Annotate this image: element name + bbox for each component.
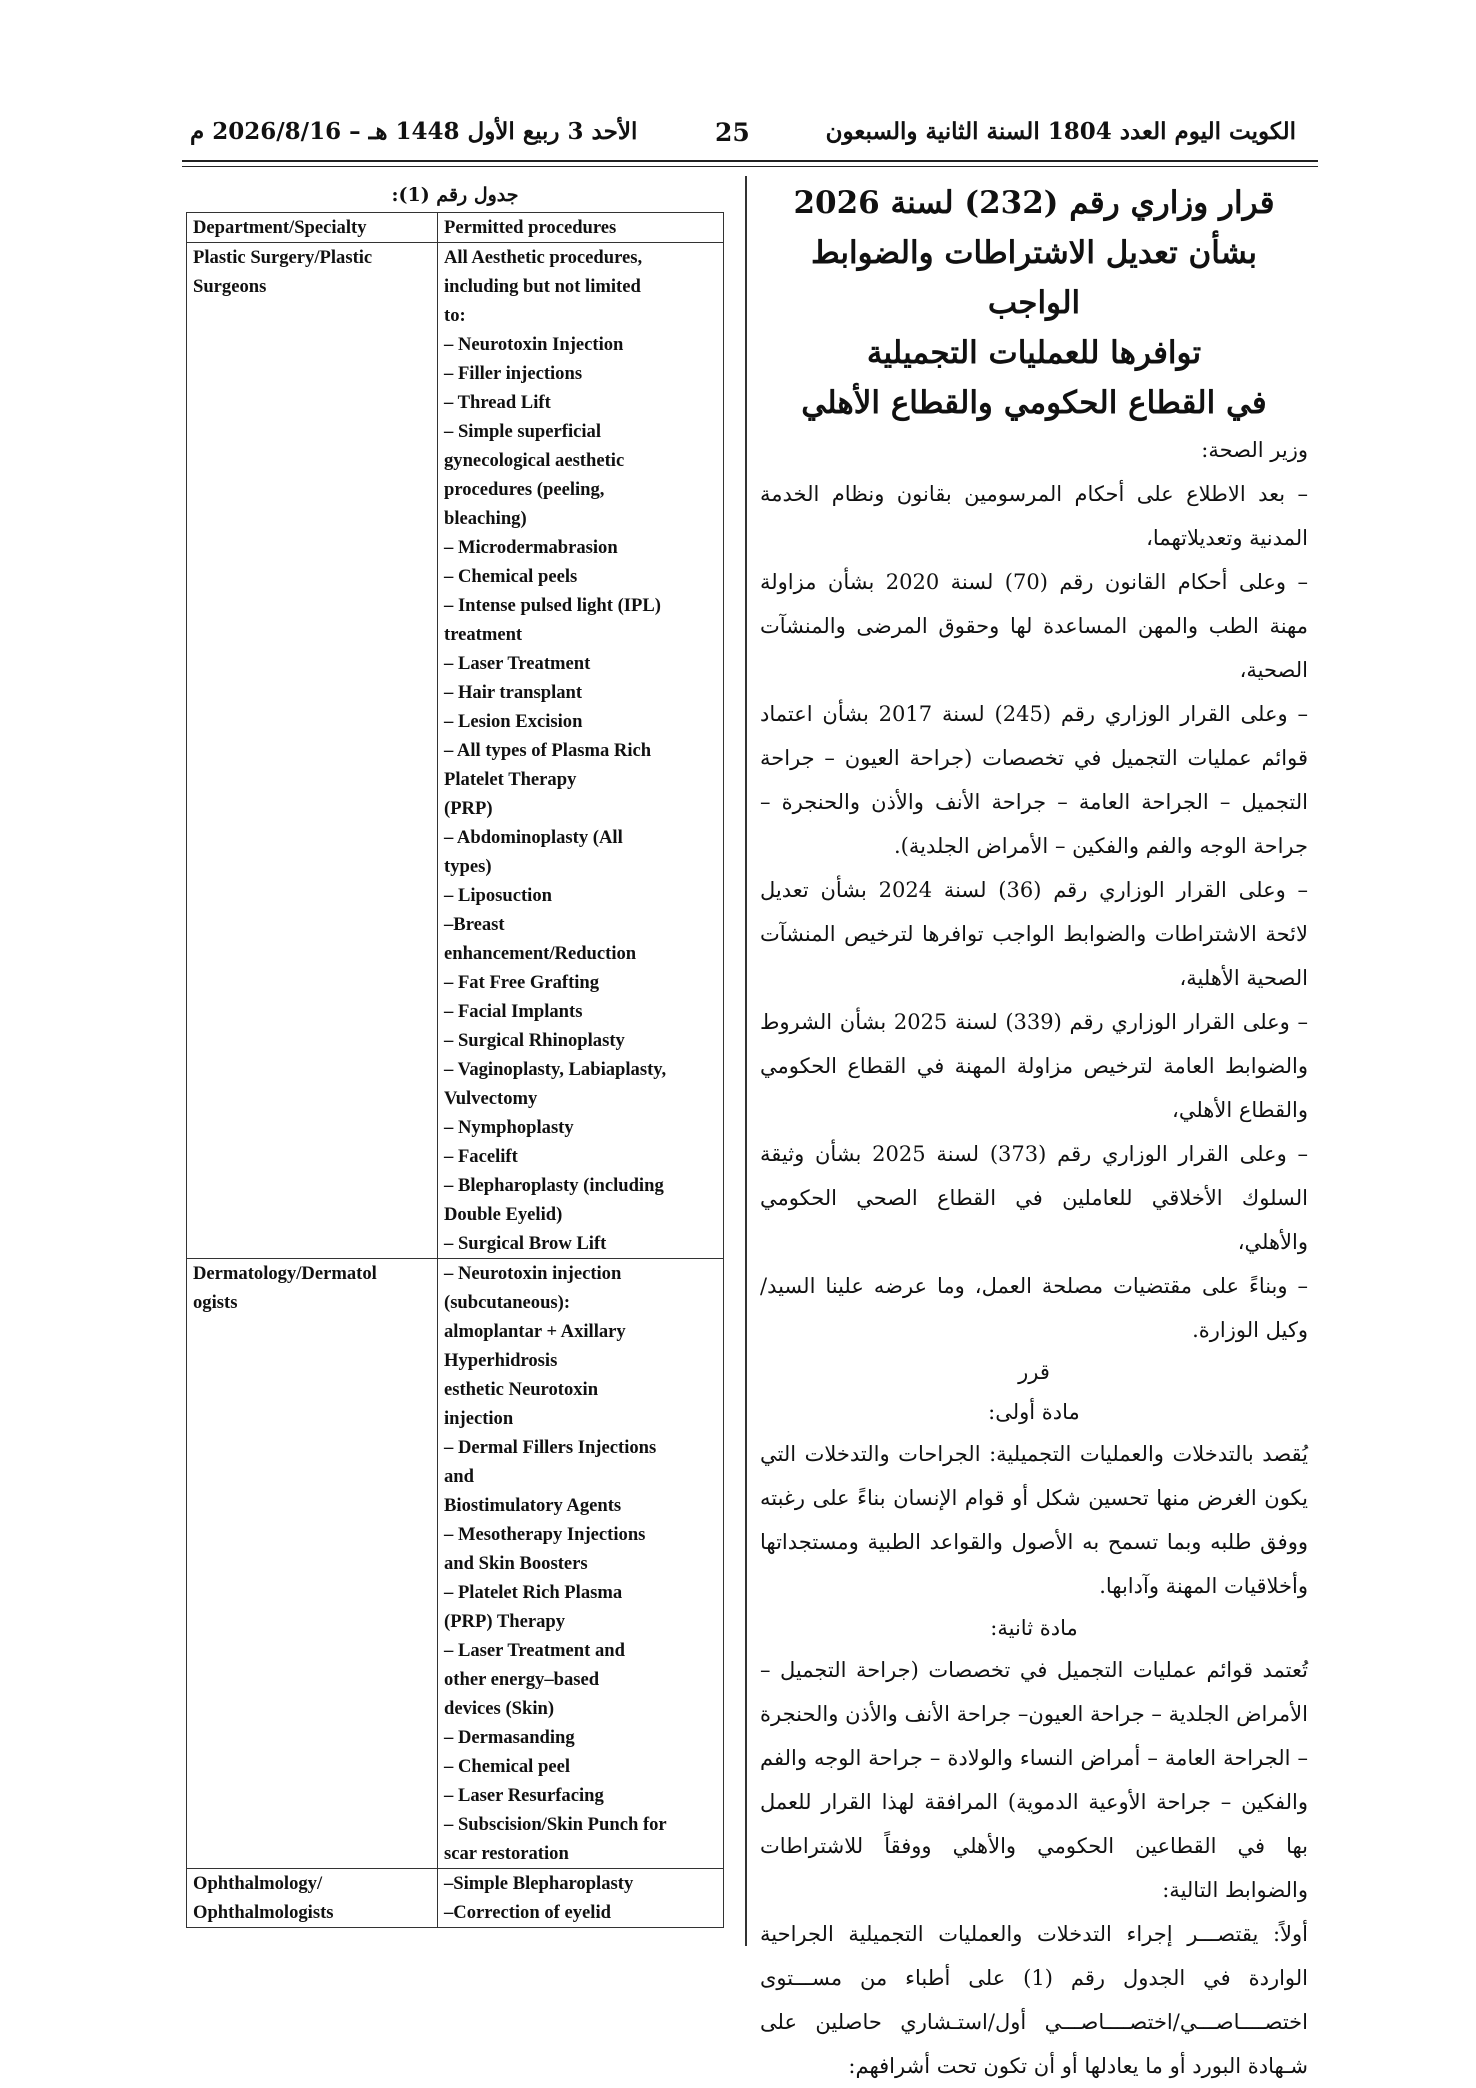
department-line: Ophthalmologists — [193, 1902, 334, 1923]
department-line: ogists — [193, 1292, 238, 1313]
header-date: الأحد 3 ربيع الأول 1448 هـ – 2026/8/16 م — [190, 118, 638, 145]
procedure-line: – All types of Plasma Rich — [444, 740, 652, 761]
preamble-paragraph: – بعد الاطلاع على أحكام المرسومين بقانون ونظام الخدمة المدنية وتعديلاتهما، — [760, 482, 1308, 550]
department-line: Surgeons — [193, 276, 267, 297]
minister-line: وزير الصحة: — [1201, 438, 1308, 462]
procedure-line: – Platelet Rich Plasma — [444, 1582, 623, 1603]
procedure-line: All Aesthetic procedures, — [444, 247, 643, 268]
procedure-line: – Neurotoxin Injection — [444, 334, 624, 355]
header-procedures: Permitted procedures — [438, 213, 724, 243]
procedure-line: – Dermal Fillers Injections — [444, 1437, 657, 1458]
procedure-line: enhancement/Reduction — [444, 943, 637, 964]
table-row — [187, 1869, 724, 1928]
procedure-line: other energy–based — [444, 1669, 600, 1690]
procedure-line: scar restoration — [444, 1843, 569, 1864]
procedure-line: Platelet Therapy — [444, 769, 577, 790]
procedure-line: – Laser Treatment — [444, 653, 591, 674]
department-line: Ophthalmology/ — [193, 1873, 323, 1894]
table-row — [187, 243, 724, 1259]
procedure-line: and — [444, 1466, 474, 1487]
procedure-line: – Surgical Brow Lift — [444, 1233, 607, 1254]
decree-title-line: توافرها للعمليات التجميلية — [866, 335, 1202, 371]
department-cell — [187, 1259, 438, 1869]
preamble-paragraph: – وعلى أحكام القانون رقم (70) لسنة 2020 بشأن مزاولة مهنة الطب والمهن المساعدة لها وحقوق المرضى والمنشآت الصحية، — [760, 570, 1308, 682]
procedure-line: –Simple Blepharoplasty — [444, 1873, 634, 1894]
procedure-line: almoplantar + Axillary — [444, 1321, 626, 1342]
procedure-line: – Vaginoplasty, Labiaplasty, — [444, 1059, 667, 1080]
procedure-line: esthetic Neurotoxin — [444, 1379, 599, 1400]
procedure-line: devices (Skin) — [444, 1698, 555, 1719]
department-line: Plastic Surgery/Plastic — [193, 247, 373, 268]
column-divider — [745, 176, 747, 1946]
procedures-cell — [438, 1869, 724, 1928]
procedure-line: – Nymphoplasty — [444, 1117, 574, 1138]
procedure-line: (subcutaneous): — [444, 1292, 571, 1313]
decree-title-line: بشأن تعديل الاشتراطات والضوابط الواجب — [810, 235, 1258, 321]
preamble-paragraph: – وعلى القرار الوزاري رقم (36) لسنة 2024 بشأن تعديل لائحة الاشتراطات والضوابط الواجب توافرها لترخيص المنشآت الصحية الأهلية، — [760, 878, 1309, 990]
procedure-line: – Mesotherapy Injections — [444, 1524, 646, 1545]
procedure-line: – Neurotoxin injection — [444, 1263, 622, 1284]
procedure-line: – Lesion Excision — [444, 711, 583, 732]
procedure-line: – Blepharoplasty (including — [444, 1175, 664, 1196]
procedure-line: – Thread Lift — [444, 392, 551, 413]
header-rule — [182, 160, 1318, 162]
procedure-line: gynecological aesthetic — [444, 450, 625, 471]
department-cell — [187, 1869, 438, 1928]
procedure-line: – Chemical peels — [444, 566, 578, 587]
preamble-paragraph: – وعلى القرار الوزاري رقم (245) لسنة 2017 بشأن اعتماد قوائم عمليات التجميل في تخصصات (جراحة العيون – جراحة التجميل – الجراحة العامة – جراحة الأنف والأذن والحنجرة – جراحة الوجه والفم والفكين – الأمراض الجلدية). — [760, 702, 1309, 858]
procedure-line: treatment — [444, 624, 523, 645]
procedure-line: – Laser Resurfacing — [444, 1785, 604, 1806]
procedure-line: bleaching) — [444, 508, 527, 529]
procedure-line: – Laser Treatment and — [444, 1640, 625, 1661]
preamble-paragraph: – وعلى القرار الوزاري رقم (373) لسنة 2025 بشأن وثيقة السلوك الأخلاقي للعاملين في القطاع الصحي الحكومي والأهلي، — [760, 1142, 1308, 1254]
page-number: 25 — [715, 118, 750, 147]
table-header-row — [187, 213, 724, 243]
decree-title-line: قرار وزاري رقم (232) لسنة 2026 — [793, 185, 1275, 221]
department-cell — [187, 243, 438, 1259]
procedure-line: – Facial Implants — [444, 1001, 583, 1022]
procedure-line: – Hair transplant — [444, 682, 583, 703]
table-column — [186, 180, 724, 1928]
procedure-line: – Facelift — [444, 1146, 518, 1167]
procedure-line: – Filler injections — [444, 363, 583, 384]
procedure-line: procedures (peeling, — [444, 479, 605, 500]
procedure-line: – Abdominoplasty (All — [444, 827, 623, 848]
procedure-line: Hyperhidrosis — [444, 1350, 558, 1371]
procedure-line: including but not limited — [444, 276, 641, 297]
procedure-line: Double Eyelid) — [444, 1204, 563, 1225]
procedure-line: – Intense pulsed light (IPL) — [444, 595, 661, 616]
procedure-line: (PRP) — [444, 798, 493, 819]
first-clause: أولاً: يقتصـــر إجراء التدخلات والعمليات التجميلية الجراحية الواردة في الجدول رقم (1) على أطباء من مســـتوى اختصــــاصـــي/اختصــــاصـــي أول/استـشاري حاصلين على شـهادة البورد أو ما يعادلها أو أن تكون تحت أشرافهم: — [760, 1922, 1308, 2078]
article-2-text: تُعتمد قوائم عمليات التجميل في تخصصات (جراحة التجميل – الأمراض الجلدية – جراحة العيون– جراحة الأنف والأذن والحنجرة – الجراحة العامة – أمراض النساء والولادة – جراحة الوجه والفم والفكين – جراحة الأوعية الدموية) المرافقة لهذا القرار للعمل بها في القطاعين الحكومي والأهلي ووفقاً للاشتراطات والضوابط التالية: — [760, 1658, 1308, 1902]
table-title: جدول رقم (1): — [391, 184, 519, 206]
procedure-line: – Fat Free Grafting — [444, 972, 600, 993]
decree-title-line: في القطاع الحكومي والقطاع الأهلي — [801, 385, 1267, 421]
procedure-line: injection — [444, 1408, 514, 1429]
procedure-line: and Skin Boosters — [444, 1553, 588, 1574]
header-rule-thin — [182, 166, 1318, 167]
decided-heading: قرر — [1018, 1360, 1050, 1384]
preamble-paragraph: – وبناءً على مقتضيات مصلحة العمل، وما عرضه علينا السيد/ وكيل الوزارة. — [760, 1274, 1308, 1342]
procedure-line: (PRP) Therapy — [444, 1611, 566, 1632]
procedure-line: – Surgical Rhinoplasty — [444, 1030, 625, 1051]
article-1-title: مادة أولى: — [988, 1400, 1080, 1424]
procedure-line: types) — [444, 856, 492, 877]
procedure-line: Biostimulatory Agents — [444, 1495, 622, 1516]
article-1-text: يُقصد بالتدخلات والعمليات التجميلية: الجراحات والتدخلات التي يكون الغرض منها تحسين شكل أو قوام الإنسان بناءً على رغبته ووفق طلبه وبما تسمح به الأصول والقواعد الطبية ومستجداتها وأخلاقيات المهنة وآدابها. — [760, 1442, 1308, 1598]
procedure-line: – Chemical peel — [444, 1756, 570, 1777]
header-issue: الكويت اليوم العدد 1804 السنة الثانية والسبعون — [825, 118, 1296, 145]
procedure-line: – Microdermabrasion — [444, 537, 618, 558]
procedures-cell — [438, 243, 724, 1259]
procedure-line: – Subscision/Skin Punch for — [444, 1814, 667, 1835]
procedure-line: – Dermasanding — [444, 1727, 575, 1748]
procedure-line: Vulvectomy — [444, 1088, 538, 1109]
preamble-paragraph: – وعلى القرار الوزاري رقم (339) لسنة 2025 بشأن الشروط والضوابط العامة لترخيص مزاولة المهنة في القطاع الحكومي والقطاع الأهلي، — [760, 1010, 1308, 1122]
procedure-line: – Simple superficial — [444, 421, 602, 442]
procedure-line: – Liposuction — [444, 885, 552, 906]
article-2-title: مادة ثانية: — [990, 1616, 1078, 1640]
procedure-line: –Breast — [444, 914, 505, 935]
table-row — [187, 1259, 724, 1869]
header-department: Department/Specialty — [187, 213, 438, 243]
procedures-table — [186, 212, 724, 1928]
page-header — [180, 118, 1296, 160]
department-line: Dermatology/Dermatol — [193, 1263, 377, 1284]
procedure-line: to: — [444, 305, 466, 326]
decree-column — [760, 178, 1308, 2088]
procedure-line: –Correction of eyelid — [444, 1902, 611, 1923]
procedures-cell — [438, 1259, 724, 1869]
